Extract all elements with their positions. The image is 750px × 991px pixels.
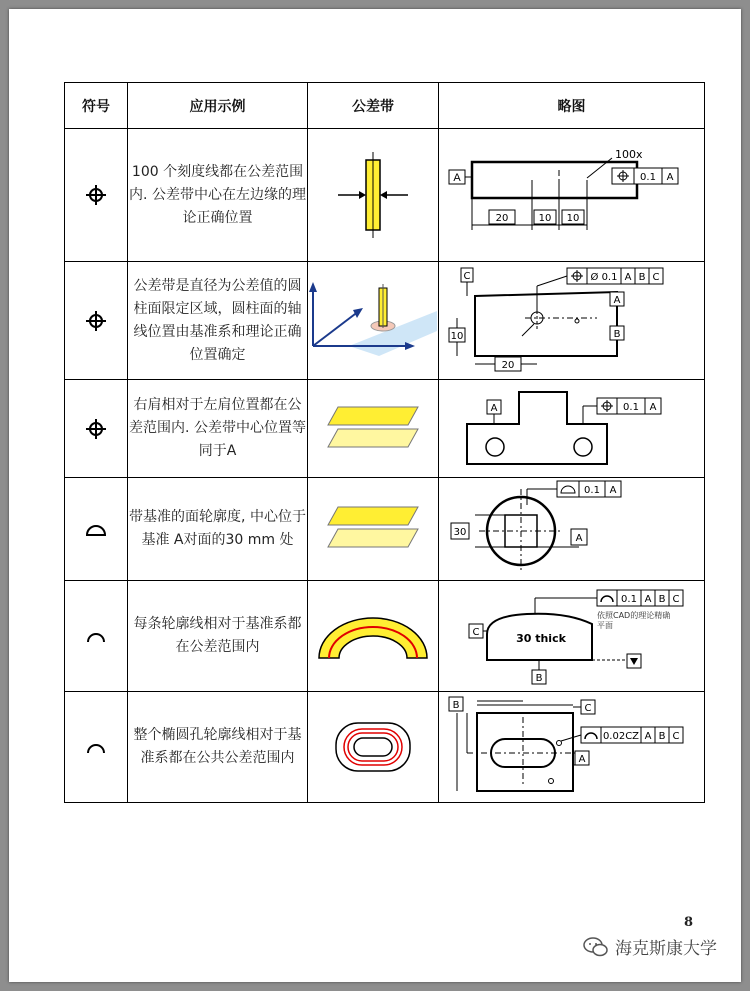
- svg-text:C: C: [463, 270, 470, 282]
- watermark: [583, 934, 717, 959]
- svg-text:A: A: [490, 402, 497, 414]
- sketch-slot: [439, 692, 705, 803]
- svg-text:C: C: [652, 271, 659, 283]
- svg-text:A: A: [666, 172, 673, 183]
- table-row: [65, 581, 705, 692]
- cad-note-line1: 依照CAD的理论精确: [596, 610, 670, 620]
- position-icon: [65, 129, 128, 262]
- svg-text:B: B: [535, 672, 542, 684]
- row-description: 带基准的面轮廓度, 中心位于基准 A对面的30 mm 处: [128, 478, 308, 581]
- document-page: [9, 9, 741, 982]
- tolerance-zone-cylinder: [308, 262, 439, 380]
- tolerance-zone-arc: [308, 581, 439, 692]
- svg-text:A: A: [649, 401, 656, 413]
- svg-text:A: A: [575, 533, 582, 544]
- sketch-shoulder: [439, 380, 705, 478]
- position-icon: [65, 380, 128, 478]
- profile-of-line-icon: [65, 692, 128, 803]
- header-symbol: 符号: [65, 83, 128, 129]
- part-label: 30 thick: [515, 631, 566, 645]
- svg-text:10: 10: [538, 213, 551, 224]
- table-row: [65, 129, 705, 262]
- profile-of-surface-icon: [65, 478, 128, 581]
- svg-text:A: A: [578, 753, 585, 765]
- svg-text:A: A: [644, 730, 651, 742]
- svg-text:20: 20: [501, 359, 514, 371]
- svg-text:Ø 0.1: Ø 0.1: [590, 271, 617, 283]
- svg-text:C: C: [584, 702, 591, 714]
- tolerance-zone-planes: [308, 478, 439, 581]
- svg-text:B: B: [613, 328, 620, 340]
- header-application: 应用示例: [128, 83, 308, 129]
- svg-text:20: 20: [495, 213, 508, 224]
- count-label: 100x: [614, 148, 643, 161]
- row-description: 整个椭圆孔轮廓线相对于基准系都在公共公差范围内: [128, 692, 308, 803]
- gdt-table: [64, 82, 705, 803]
- position-icon: [65, 262, 128, 380]
- svg-text:10: 10: [566, 213, 579, 224]
- svg-text:C: C: [672, 730, 679, 742]
- svg-text:10: 10: [450, 330, 463, 342]
- sketch-profile-surface: [439, 478, 705, 581]
- row-description: 每条轮廓线相对于基准系都在公差范围内: [128, 581, 308, 692]
- wechat-icon: [583, 936, 609, 958]
- svg-text:A: A: [624, 271, 631, 283]
- svg-text:0.1: 0.1: [622, 401, 639, 413]
- table-row: [65, 478, 705, 581]
- svg-text:B: B: [658, 593, 665, 605]
- sketch-scale-lines: [439, 129, 705, 262]
- svg-text:B: B: [452, 699, 459, 711]
- svg-text:B: B: [658, 730, 665, 742]
- svg-text:0.1: 0.1: [639, 172, 656, 183]
- watermark-text: 海克斯康大学: [615, 939, 717, 959]
- profile-of-line-icon: [65, 581, 128, 692]
- table-row: [65, 262, 705, 380]
- row-description: 100 个刻度线都在公差范围内. 公差带中心在左边缘的理论正确位置: [128, 129, 308, 262]
- svg-text:C: C: [472, 626, 479, 638]
- svg-text:B: B: [638, 271, 645, 283]
- sketch-hole-position: [439, 262, 705, 380]
- svg-text:A: A: [609, 485, 616, 496]
- table-row: [65, 692, 705, 803]
- svg-text:A: A: [613, 294, 620, 306]
- svg-text:C: C: [672, 593, 679, 605]
- table-header-row: [65, 83, 705, 129]
- sketch-profile-line: [439, 581, 705, 692]
- tolerance-zone-parallel-lines: [308, 129, 439, 262]
- svg-text:0.1: 0.1: [620, 593, 637, 605]
- svg-text:30: 30: [453, 527, 466, 538]
- table-row: [65, 380, 705, 478]
- header-tolerance-zone: 公差带: [308, 83, 439, 129]
- svg-text:A: A: [644, 593, 651, 605]
- svg-text:0.02CZ: 0.02CZ: [602, 730, 639, 742]
- header-sketch: 略图: [439, 83, 705, 129]
- datum-a-label: A: [452, 172, 461, 184]
- tolerance-zone-planes: [308, 380, 439, 478]
- svg-text:0.1: 0.1: [583, 485, 600, 496]
- row-description: 公差带是直径为公差值的圆柱面限定区域，圆柱面的轴线位置由基准系和理论正确位置确定: [128, 262, 308, 380]
- row-description: 右肩相对于左肩位置都在公差范围内. 公差带中心位置等同于A: [128, 380, 308, 478]
- page-number: 8: [684, 915, 694, 930]
- tolerance-zone-slot: [308, 692, 439, 803]
- cad-note-line2: 平面: [596, 620, 613, 630]
